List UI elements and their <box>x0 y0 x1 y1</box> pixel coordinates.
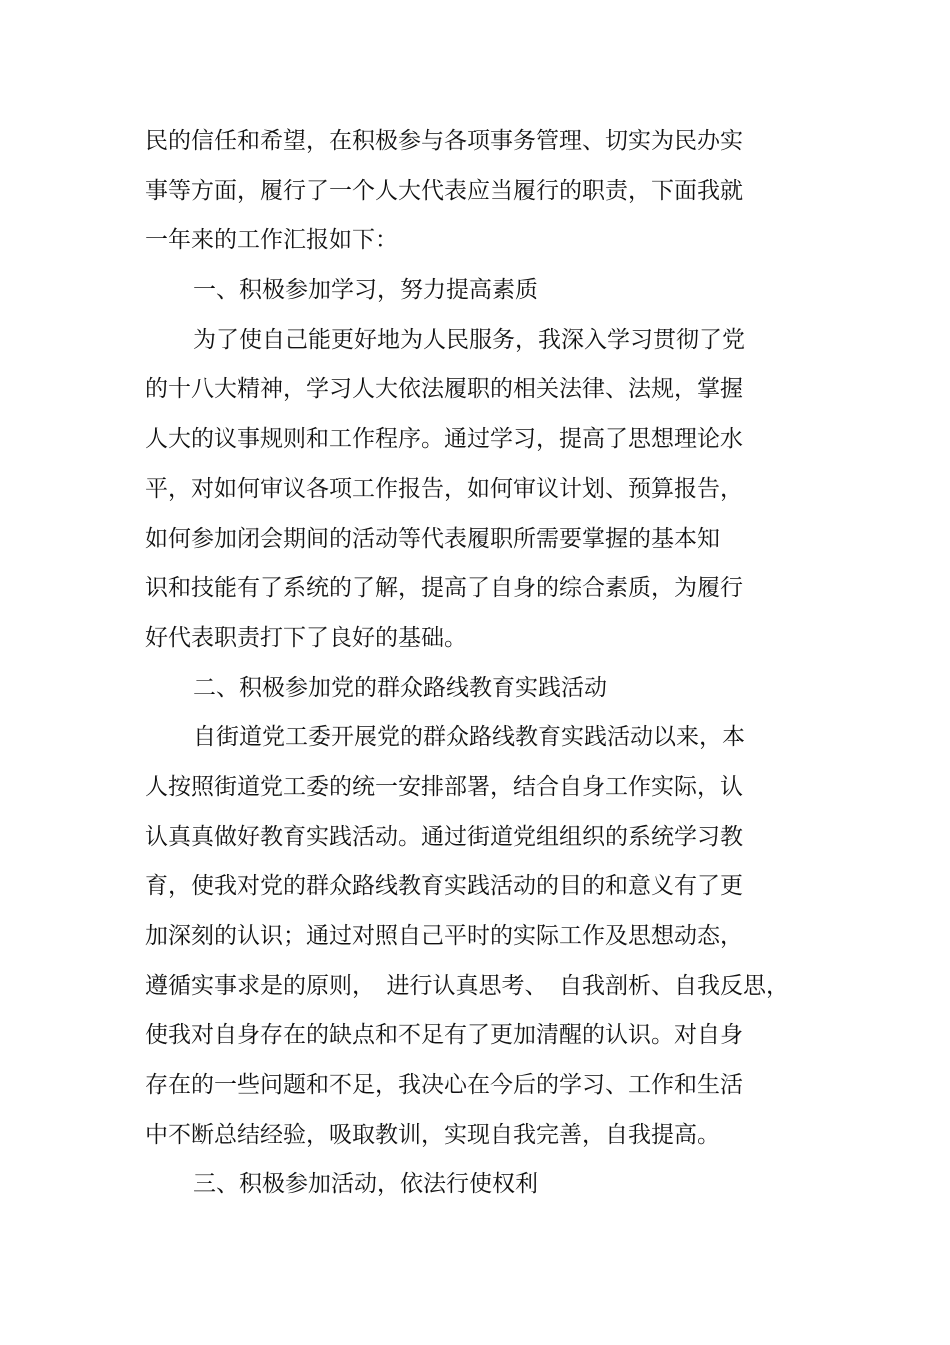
paragraph-line: 存在的一些问题和不足，我决心在今后的学习、工作和生活 <box>145 1072 743 1099</box>
paragraph-line: 遵循实事求是的原则， 进行认真思考、 自我剖析、自我反思， <box>145 972 789 999</box>
paragraph-line: 好代表职责打下了良好的基础。 <box>145 624 467 651</box>
paragraph-line: 人大的议事规则和工作程序。通过学习，提高了思想理论水 <box>145 426 743 453</box>
paragraph-line-indented: 三、积极参加活动，依法行使权利 <box>193 1171 538 1198</box>
paragraph-line-indented: 一、积极参加学习，努力提高素质 <box>193 277 538 304</box>
paragraph-line: 识和技能有了系统的了解，提高了自身的综合素质，为履行 <box>145 575 743 602</box>
paragraph-line: 如何参加闭会期间的活动等代表履职所需要掌握的基本知 <box>145 525 720 552</box>
paragraph-line: 人按照街道党工委的统一安排部署，结合自身工作实际，认 <box>145 773 743 800</box>
paragraph-line: 认真真做好教育实践活动。通过街道党组组织的系统学习教 <box>145 823 743 850</box>
paragraph-line: 育，使我对党的群众路线教育实践活动的目的和意义有了更 <box>145 873 743 900</box>
paragraph-line: 平，对如何审议各项工作报告，如何审议计划、预算报告， <box>145 475 743 502</box>
paragraph-line: 事等方面，履行了一个人大代表应当履行的职责，下面我就 <box>145 177 743 204</box>
paragraph-line: 加深刻的认识；通过对照自己平时的实际工作及思想动态， <box>145 923 743 949</box>
paragraph-line: 使我对自身存在的缺点和不足有了更加清醒的认识。对自身 <box>145 1022 743 1049</box>
paragraph-line: 民的信任和希望，在积极参与各项事务管理、切实为民办实 <box>145 128 743 154</box>
paragraph-line: 的十八大精神，学习人大依法履职的相关法律、法规，掌握 <box>145 376 743 403</box>
document-body <box>145 117 789 1210</box>
paragraph-line-indented: 二、积极参加党的群众路线教育实践活动 <box>193 674 607 701</box>
paragraph-line-indented: 自街道党工委开展党的群众路线教育实践活动以来，本 <box>193 724 745 751</box>
paragraph-line: 中不断总结经验，吸取教训，实现自我完善，自我提高。 <box>145 1121 720 1148</box>
paragraph-line-indented: 为了使自己能更好地为人民服务，我深入学习贯彻了党 <box>193 326 745 353</box>
paragraph-line: 一年来的工作汇报如下： <box>145 227 398 254</box>
